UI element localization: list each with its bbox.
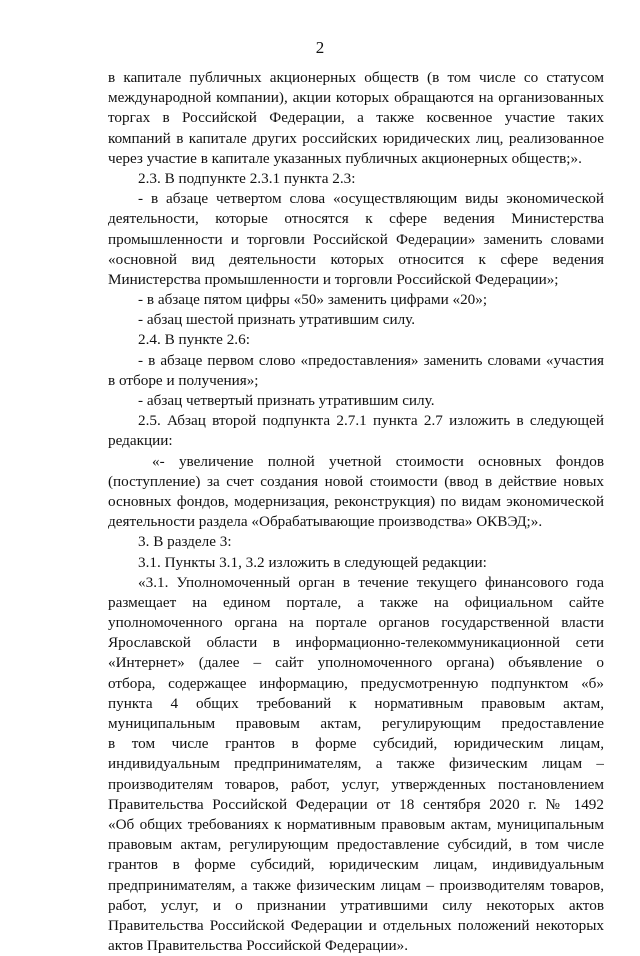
text-line: размещает на едином портале, а также на официальном сайте: [108, 593, 604, 611]
text-line: предпринимателям, а также физическим лицам – производителям товаров,: [108, 876, 604, 894]
text-line: индивидуальным предпринимателям, а также физическим лицам –: [108, 755, 604, 773]
text-line: Ярославской области в информационно-телекоммуникационной сети: [108, 634, 604, 652]
text-line: торгах в Российской Федерации, а также косвенное участие таких: [108, 109, 604, 127]
text-line: - в абзаце первом слово «предоставления» заменить словами «участия: [138, 351, 604, 369]
text-line: правовым актам, регулирующим предоставление субсидий, в том числе: [108, 836, 604, 854]
text-line: промышленности и торговли Российской Федерации» заменить словами: [108, 230, 604, 248]
text-line: «Интернет» (далее – сайт уполномоченного органа) объявление о: [108, 654, 604, 672]
document-body: [108, 68, 604, 956]
text-line: работ, услуг, и о признании утратившими силу некоторых актов: [108, 896, 604, 914]
text-line: 3.1. Пункты 3.1, 3.2 изложить в следующей редакции:: [138, 553, 487, 571]
text-line: - абзац шестой признать утратившим силу.: [138, 311, 416, 329]
text-line: муниципальным правовым актам, регулирующим предоставление: [108, 715, 604, 732]
text-line: уполномоченного органа на портале органов государственной власти: [108, 614, 604, 632]
text-line: «3.1. Уполномоченный орган в течение текущего финансового года: [138, 573, 604, 591]
text-line: - в абзаце четвертом слова «осуществляющим виды экономической: [138, 190, 604, 208]
text-line: грантов в форме субсидий, юридическим лицам, индивидуальным: [108, 856, 604, 874]
text-line: «основной вид деятельности которых относится к сфере ведения: [108, 250, 604, 268]
text-line: 2.4. В пункте 2.6:: [138, 331, 250, 349]
text-line: Министерства промышленности и торговли Российской Федерации»;: [108, 270, 559, 288]
text-line: деятельности, которые относятся к сфере ведения Министерства: [108, 210, 604, 228]
text-line: - абзац четвертый признать утратившим силу.: [138, 392, 435, 409]
text-line: Правительства Российской Федерации от 18 сентября 2020 г. № 1492: [108, 795, 604, 813]
text-line: компаний в капитале других российских юридических лиц, реализованное: [108, 129, 604, 147]
text-line: «Об общих требованиях к нормативным правовым актам, муниципальным: [108, 815, 604, 833]
text-line: 2.5. Абзац второй подпункта 2.7.1 пункта 2.7 изложить в следующей: [138, 412, 604, 430]
text-line: в том числе грантов в форме субсидий, юридическим лицам,: [108, 735, 604, 753]
text-line: деятельности раздела «Обрабатывающие производства» ОКВЭД;».: [108, 513, 543, 531]
page-number: 2: [315, 38, 325, 57]
text-line: «- увеличение полной учетной стоимости основных фондов: [152, 452, 604, 470]
text-line: (поступление) за счет создания новой стоимости (ввод в действие новых: [108, 472, 604, 490]
text-line: - в абзаце пятом цифры «50» заменить цифрами «20»;: [138, 291, 488, 309]
text-line: международной компании), акции которых обращаются на организованных: [108, 89, 604, 107]
text-line: отбора, содержащее информацию, предусмотренную подпунктом «б»: [108, 674, 604, 692]
text-line: Правительства Российской Федерации и отдельных положений некоторых: [108, 916, 604, 934]
text-line: производителям товаров, работ, услуг, утвержденных постановлением: [108, 775, 604, 793]
text-line: 3. В разделе 3:: [138, 533, 232, 551]
text-line: 2.3. В подпункте 2.3.1 пункта 2.3:: [138, 169, 356, 187]
text-line: пункта 4 общих требований к нормативным правовым актам,: [108, 694, 604, 712]
text-line: основных фондов, модернизация, реконструкция) по видам экономической: [108, 492, 604, 510]
text-line: актов Правительства Российской Федерации».: [108, 937, 409, 955]
text-line: через участие в капитале указанных публичных акционерных обществ;».: [108, 149, 582, 167]
text-line: редакции:: [108, 432, 173, 450]
text-line: в отборе и получения»;: [108, 371, 259, 389]
text-line: в капитале публичных акционерных обществ (в том числе со статусом: [108, 69, 604, 86]
